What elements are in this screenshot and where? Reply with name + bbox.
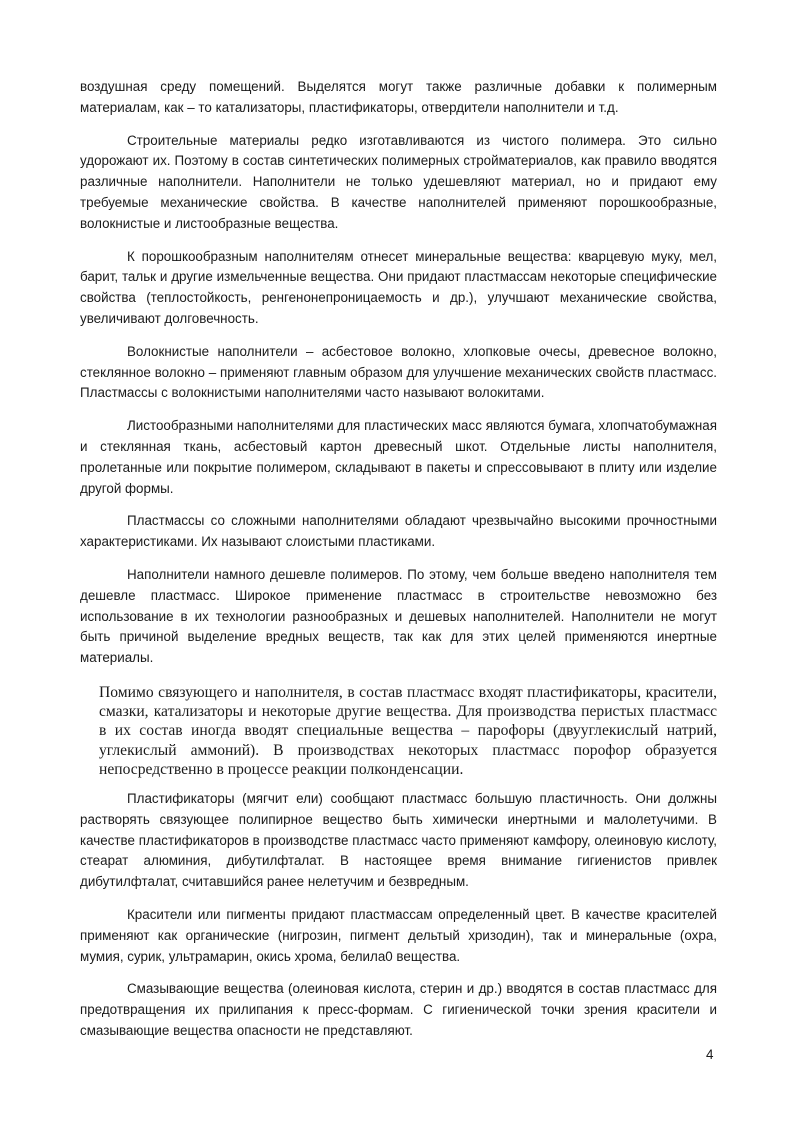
paragraph-5: Листообразными наполнителями для пластических масс являются бумага, хлопчатобумажная и стеклянная ткань, асбестовый картон древесный шкот. Отдельные листы наполнителя, пролетанные или покрытие полимером, складывают в пакеты и спрессовывают в плиту или изделие другой формы. bbox=[80, 418, 717, 496]
paragraph-3: К порошкообразным наполнителям отнесет минеральные вещества: кварцевую муку, мел, барит, тальк и другие измельченные вещества. Они придают пластмассам некоторые специфические свойства (теплостойкость, ренгенонепроницаемость и др.), улучшают механические свойства, увеличивают долговечность. bbox=[80, 248, 717, 326]
page-number: 4 bbox=[706, 1047, 714, 1062]
paragraph-8-serif: Помимо связующего и наполнителя, в состав пластмасс входят пластификаторы, красители, смазки, катализаторы и некоторые другие вещества. Для производства перистых пластмасс в их состав иногда вводят специальные вещества – парофоры (двууглекислый натрий, углекислый аммоний). В производствах некоторых пластмасс порофор образуется непосредственно в процессе реакции полконденсации. bbox=[99, 683, 717, 778]
paragraph-7: Наполнители намного дешевле полимеров. По этому, чем больше введено наполнителя тем дешевле пластмасс. Широкое применение пластмасс в строительстве невозможно без использование в их технологии разнообразных и дешевых наполнителей. Наполнители не могут быть причиной выделение вредных веществ, так как для этих целей применяются инертные материалы. bbox=[80, 566, 717, 666]
paragraph-2: Строительные материалы редко изготавливаются из чистого полимера. Это сильно удорожают их. Поэтому в состав синтетических полимерных стройматериалов, как правило вводятся различные наполнители. Наполнители не только удешевляют материал, но и придают ему требуемые механические свойства. В качестве наполнителей применяют порошкообразные, волокнистые и листообразные вещества. bbox=[80, 132, 717, 231]
paragraph-4: Волокнистые наполнители – асбестовое волокно, хлопковые очесы, древесное волокно, стеклянное волокно – применяют главным образом для улучшение механических свойств пластмасс. Пластмассы с волокнистыми наполнителями часто называют волокитами. bbox=[80, 343, 717, 401]
paragraph-11: Смазывающие вещества (олеиновая кислота, стерин и др.) вводятся в состав пластмасс для предотвращения их прилипания к пресс-формам. С гигиенической точки зрения красители и смазывающие вещества опасности не представляют. bbox=[80, 981, 717, 1038]
page-body bbox=[80, 77, 717, 1054]
paragraph-10: Красители или пигменты придают пластмассам определенный цвет. В качестве красителей применяют как органические (нигрозин, пигмент дельтый хризодин), так и минеральные (охра, мумия, сурик, ультрамарин, окись хрома, белила0 вещества. bbox=[80, 906, 717, 964]
paragraph-9: Пластификаторы (мягчит ели) сообщают пластмасс большую пластичность. Они должны растворять связующее полипирное вещество быть химически инертными и малолетучими. В качестве пластификаторов в производстве пластмасс часто применяют камфору, олеиновую кислоту, стеарат алюминия, дибутилфталат. В настоящее время внимание гигиенистов привлек дибутилфталат, считавшийся ранее нелетучим и безвредным. bbox=[80, 790, 717, 890]
paragraph-1: воздушная среду помещений. Выделятся могут также различные добавки к полимерным материалам, как – то катализаторы, пластификаторы, отвердители наполнители и т.д. bbox=[80, 79, 717, 115]
paragraph-6: Пластмассы со сложными наполнителями обладают чрезвычайно высокими прочностными характеристиками. Их называют слоистыми пластиками. bbox=[80, 513, 717, 550]
